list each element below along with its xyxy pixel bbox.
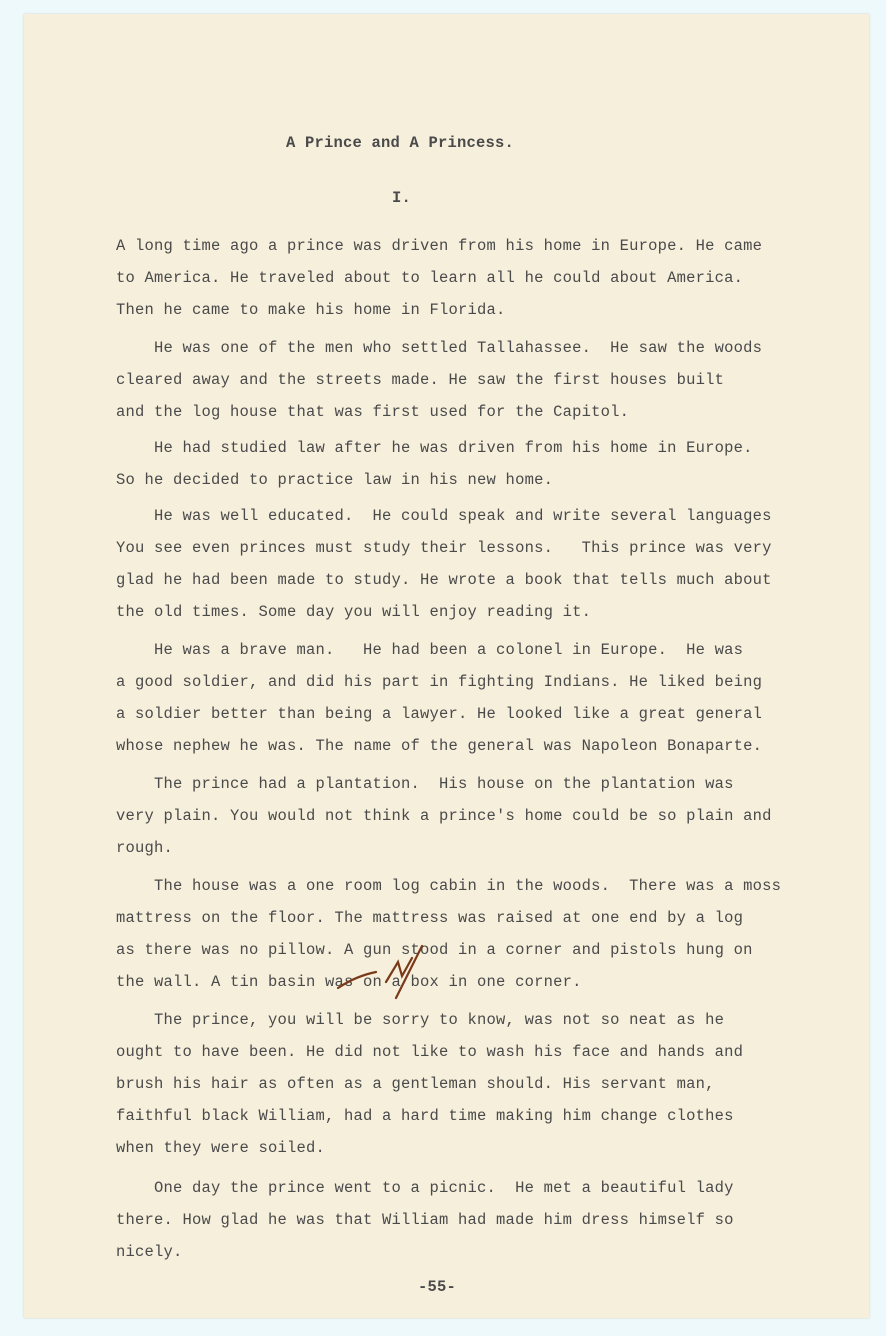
text-line: faithful black William, had a hard time making him change clothes xyxy=(116,1107,734,1125)
page-number: -55- xyxy=(418,1278,457,1296)
text-line: He was well educated. He could speak and write several languages xyxy=(116,507,772,525)
text-line: the wall. A tin basin was on a box in one corner. xyxy=(116,973,582,991)
text-line: as there was no pillow. A gun stood in a corner and pistols hung on xyxy=(116,941,753,959)
text-line: One day the prince went to a picnic. He met a beautiful lady xyxy=(116,1179,734,1197)
text-line: and the log house that was first used for the Capitol. xyxy=(116,403,630,421)
paragraph-4 xyxy=(116,500,836,628)
text-line: whose nephew he was. The name of the general was Napoleon Bonaparte. xyxy=(116,737,763,755)
text-line: The prince, you will be sorry to know, was not so neat as he xyxy=(116,1011,725,1029)
text-line: very plain. You would not think a prince's home could be so plain and xyxy=(116,807,772,825)
text-line: So he decided to practice law in his new home. xyxy=(116,471,554,489)
paragraph-3 xyxy=(116,432,836,496)
text-line: a soldier better than being a lawyer. He looked like a great general xyxy=(116,705,763,723)
text-line: brush his hair as often as a gentleman should. His servant man, xyxy=(116,1075,715,1093)
text-line: He was a brave man. He had been a colonel in Europe. He was xyxy=(116,641,744,659)
text-line: to America. He traveled about to learn all he could about America. xyxy=(116,269,744,287)
text-line: He was one of the men who settled Tallahassee. He saw the woods xyxy=(116,339,763,357)
paragraph-2 xyxy=(116,332,836,428)
text-line: mattress on the floor. The mattress was raised at one end by a log xyxy=(116,909,744,927)
paragraph-8 xyxy=(116,1004,836,1164)
text-line: glad he had been made to study. He wrote a book that tells much about xyxy=(116,571,772,589)
text-line: a good soldier, and did his part in fighting Indians. He liked being xyxy=(116,673,763,691)
paragraph-7 xyxy=(116,870,836,998)
text-line: cleared away and the streets made. He saw the first houses built xyxy=(116,371,725,389)
text-line: A long time ago a prince was driven from his home in Europe. He came xyxy=(116,237,763,255)
paragraph-1 xyxy=(116,230,836,326)
text-line: You see even princes must study their lessons. This prince was very xyxy=(116,539,772,557)
text-line: nicely. xyxy=(116,1243,183,1261)
text-line: The house was a one room log cabin in the woods. There was a moss xyxy=(116,877,782,895)
text-line: He had studied law after he was driven from his home in Europe. xyxy=(116,439,753,457)
text-line: rough. xyxy=(116,839,174,857)
text-line: ought to have been. He did not like to wash his face and hands and xyxy=(116,1043,744,1061)
text-line: The prince had a plantation. His house on the plantation was xyxy=(116,775,734,793)
document-title: A Prince and A Princess. xyxy=(286,134,515,152)
paragraph-6 xyxy=(116,768,836,864)
text-line: when they were soiled. xyxy=(116,1139,326,1157)
document-page xyxy=(24,14,869,1318)
text-line: there. How glad he was that William had made him dress himself so xyxy=(116,1211,734,1229)
text-line: the old times. Some day you will enjoy reading it. xyxy=(116,603,592,621)
chapter-heading: I. xyxy=(392,189,412,207)
paragraph-5 xyxy=(116,634,836,762)
handwritten-correction-mark xyxy=(336,936,446,1006)
paragraph-9 xyxy=(116,1172,836,1268)
text-line: Then he came to make his home in Florida. xyxy=(116,301,506,319)
